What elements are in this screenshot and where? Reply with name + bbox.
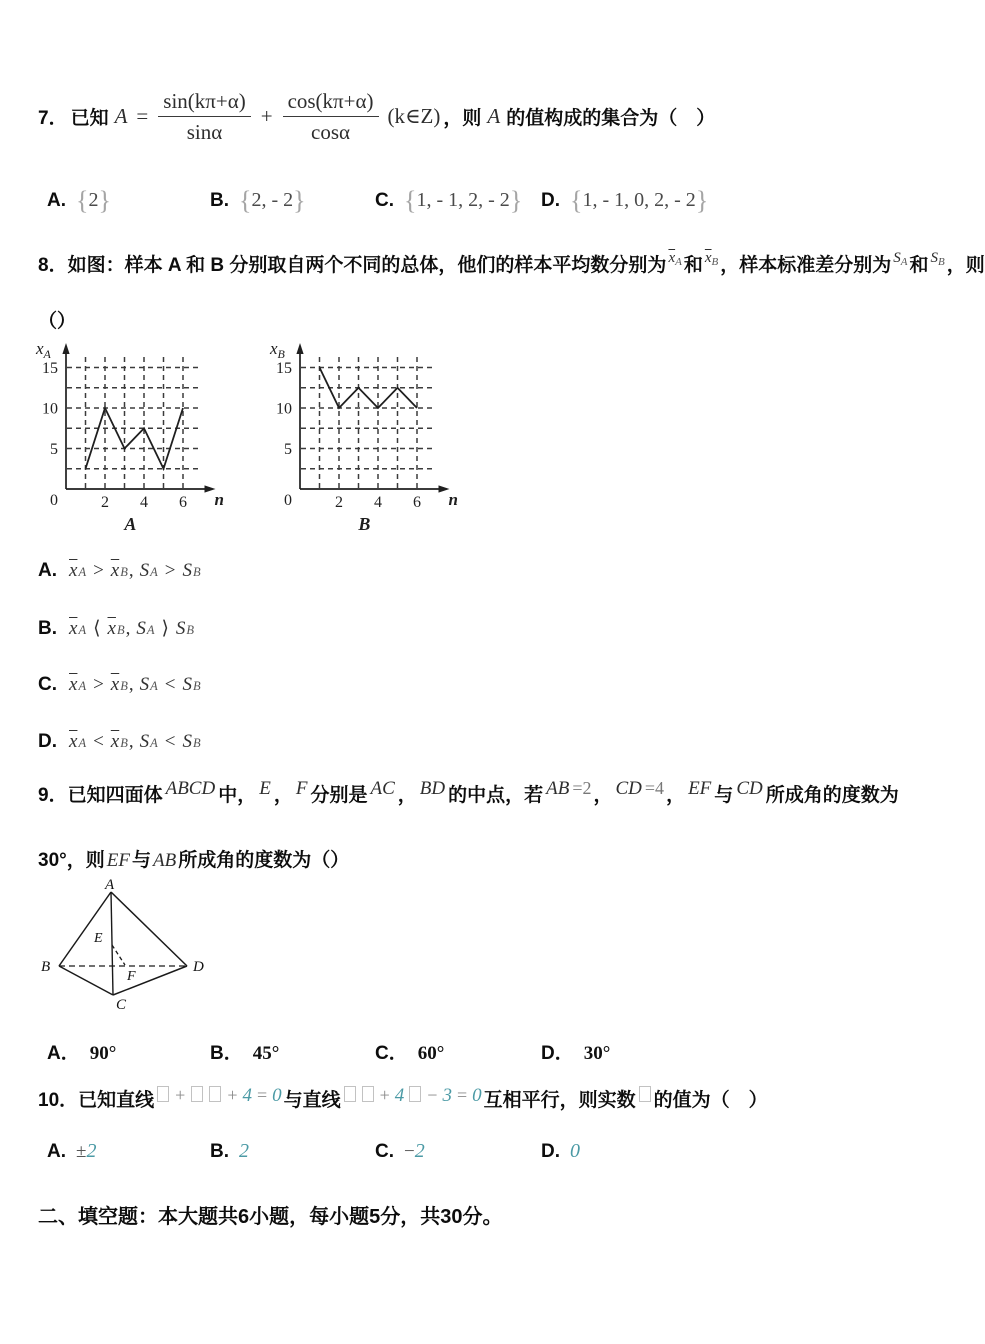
q9-option-c-label: C．	[375, 1043, 408, 1064]
value: 2	[414, 1140, 425, 1162]
q10-equation-1	[154, 1085, 283, 1106]
relation-1: >	[93, 560, 104, 581]
q7-options	[0, 188, 950, 230]
open-brace: {	[404, 186, 417, 215]
tetrahedron-figure	[35, 878, 285, 1023]
y-tick-label: 15	[276, 360, 292, 377]
xbar: $\overline{x}$	[668, 250, 676, 266]
q10-option-a	[47, 1140, 96, 1163]
xbar: $\overline{x}$	[704, 250, 712, 266]
q10-option-d-label: D.	[541, 1141, 560, 1162]
S: S	[182, 674, 192, 695]
chart-title: B	[358, 514, 371, 534]
q9-t1: 已知四面体	[67, 785, 163, 806]
S: S	[139, 674, 150, 695]
subscript-B: B	[120, 736, 128, 750]
relation-1: ⟨	[93, 618, 101, 639]
plus-operator: +	[227, 1085, 238, 1105]
q8-and2: 和	[909, 255, 929, 276]
subscript-A: A	[78, 623, 87, 637]
missing-glyph-box	[344, 1086, 356, 1102]
x-tick-label: 4	[374, 494, 382, 511]
s-B-symbol	[931, 250, 945, 266]
close-brace: }	[695, 186, 709, 215]
q7-option-d	[541, 188, 708, 214]
relation-1: >	[93, 674, 104, 695]
q9-t8: ，	[666, 785, 686, 806]
var-BD: BD	[419, 778, 446, 799]
subscript-A: A	[150, 736, 158, 750]
segment-EF-dashed	[112, 945, 125, 965]
comma: ,	[128, 560, 134, 581]
set-contents: 2	[88, 189, 99, 211]
x-axis-label: n	[448, 490, 458, 509]
q7-after2: 的值构成的集合为（ ）	[506, 108, 716, 130]
q8-number: 8．	[38, 255, 68, 276]
q7-frac1-numerator: sin(kπ+α)	[158, 88, 250, 117]
set-contents: 1, - 1, 2, - 2	[416, 189, 510, 211]
q7-option-b-label: B.	[210, 190, 229, 211]
q8-option-b-label: B.	[38, 618, 57, 639]
y-tick-label: 15	[42, 360, 58, 377]
q8-option-d	[38, 731, 201, 753]
missing-glyph-box	[191, 1086, 203, 1102]
var-AB: AB	[546, 778, 570, 799]
y-axis-label: $x_A$	[36, 339, 51, 361]
S: S	[893, 250, 901, 266]
q9-t7: ，	[593, 785, 613, 806]
y-axis-arrow	[62, 343, 69, 354]
xbar: $\overline{x}$	[107, 618, 116, 639]
open-brace: {	[76, 186, 89, 215]
q9-t9: 与	[714, 785, 734, 806]
S: S	[930, 250, 939, 266]
edge-BC	[59, 966, 113, 995]
q7-option-a	[47, 188, 111, 214]
y-axis-arrow	[296, 343, 303, 354]
missing-glyph-box	[157, 1086, 169, 1102]
value: 2	[239, 1140, 249, 1162]
q10-unknown	[636, 1088, 654, 1105]
var-F: F	[295, 778, 308, 799]
x-axis-label: n	[214, 490, 224, 509]
chart-title: A	[124, 514, 137, 534]
q9-option-c-value: 60°	[417, 1043, 445, 1064]
q8-text3: ，则	[946, 255, 985, 276]
q8-option-b-formula	[69, 617, 194, 640]
q7-formula-lhs: A	[114, 104, 128, 129]
value-AB: =2	[572, 778, 592, 798]
q9-option-b	[210, 1038, 279, 1065]
q7-option-c-label: C.	[375, 190, 394, 211]
q9-t3: ，	[273, 785, 293, 806]
xbar: $\overline{x}$	[69, 560, 78, 581]
open-brace: {	[570, 186, 583, 215]
question-8-line1	[38, 250, 985, 277]
question-7	[38, 88, 715, 146]
relation-2: <	[164, 674, 176, 695]
origin-label: 0	[50, 492, 58, 509]
q9-option-d-label: D．	[541, 1043, 574, 1064]
q7-option-d-label: D.	[541, 190, 560, 211]
xbar: $\overline{x}$	[69, 674, 78, 695]
q9-option-a-label: A．	[47, 1043, 80, 1064]
q10-option-b	[210, 1140, 249, 1163]
q10-option-d	[541, 1140, 580, 1163]
question-8-line2	[38, 306, 76, 333]
q7-frac2-denominator: cosα	[311, 120, 351, 145]
y-tick-label: 5	[50, 441, 58, 458]
vertex-label-C: C	[116, 997, 127, 1013]
number-0: 0	[272, 1085, 282, 1106]
open-brace: {	[239, 186, 252, 215]
q7-after1: ，则	[443, 108, 482, 130]
q7-option-a-label: A.	[47, 190, 66, 211]
var-EF: EF	[688, 778, 712, 799]
q10-option-c	[375, 1140, 425, 1163]
edge-AD	[111, 892, 187, 966]
q8-option-d-label: D.	[38, 731, 57, 752]
close-brace: }	[509, 186, 523, 215]
section-2-heading	[38, 1200, 503, 1229]
subscript-A: A	[78, 565, 87, 579]
edge-CD	[113, 966, 187, 995]
edge-AC	[111, 892, 113, 995]
minus-sign: −	[404, 1141, 415, 1162]
q7-option-b-value	[239, 188, 306, 214]
set-contents: 2, - 2	[251, 189, 294, 211]
edge-AB	[59, 892, 111, 966]
q9-t6: 的中点，若	[448, 785, 544, 806]
vertex-label-B: B	[41, 959, 51, 975]
number-3: 3	[442, 1085, 452, 1106]
vertex-label-A: A	[105, 877, 115, 893]
q9-option-a	[47, 1038, 116, 1065]
data-line	[86, 408, 184, 469]
q7-var-A: A	[487, 104, 501, 129]
relation-2: ⟩	[161, 618, 169, 639]
set-contents: 1, - 1, 0, 2, - 2	[582, 189, 696, 211]
subscript-B: B	[192, 565, 201, 579]
plus-operator: +	[175, 1085, 186, 1105]
y-tick-label: 5	[284, 441, 292, 458]
subscript-B: B	[120, 679, 128, 693]
q9-l2-2: 与	[131, 850, 151, 871]
q8-option-a	[38, 560, 201, 582]
q10-option-c-value	[404, 1140, 425, 1163]
q9-option-c	[375, 1038, 444, 1065]
xbar: $\overline{x}$	[110, 674, 120, 695]
missing-glyph-box	[209, 1086, 221, 1102]
x-tick-label: 6	[413, 494, 421, 511]
q7-option-b	[210, 188, 306, 214]
var-ABCD: ABCD	[165, 778, 216, 799]
subscript-A: A	[900, 256, 908, 268]
origin-label: 0	[284, 492, 292, 509]
value: 2	[86, 1140, 97, 1162]
subscript-B: B	[186, 623, 195, 637]
comma: ,	[128, 674, 134, 695]
equals-operator: =	[456, 1085, 468, 1105]
subscript-A: A	[150, 565, 158, 579]
q9-option-d-value: 30°	[583, 1043, 611, 1064]
xbar: $\overline{x}$	[69, 618, 78, 639]
q9-l2-1: 30°，则	[38, 850, 105, 871]
subscript-B: B	[711, 256, 719, 268]
q9-number: 9．	[38, 785, 68, 806]
x-tick-label: 2	[335, 494, 343, 511]
q8-option-d-formula	[69, 731, 201, 753]
q9-options	[0, 1038, 950, 1080]
S: S	[182, 731, 192, 752]
q10-mid: 与直线	[283, 1090, 341, 1111]
q10-tail1: 互相平行，则实数	[483, 1090, 636, 1111]
q10-equation-2	[341, 1085, 484, 1106]
x-tick-label: 6	[179, 494, 187, 511]
q7-option-a-value	[76, 188, 111, 214]
q9-l2-3: 所成角的度数为（）	[178, 850, 350, 871]
subscript-B: B	[192, 679, 201, 693]
number-0: 0	[472, 1085, 482, 1106]
q9-option-b-value: 45°	[252, 1043, 280, 1064]
q10-option-a-value	[76, 1140, 96, 1163]
q9-t2: 中，	[218, 785, 257, 806]
relation-2: >	[164, 560, 176, 581]
var-EF-2: EF	[106, 850, 130, 871]
close-brace: }	[293, 186, 306, 215]
q10-option-b-value	[239, 1140, 249, 1163]
q10-option-c-label: C.	[375, 1141, 394, 1162]
y-tick-label: 10	[42, 400, 58, 418]
q10-options	[0, 1140, 950, 1182]
var-E: E	[259, 778, 271, 799]
q8-option-c-formula	[69, 674, 201, 696]
S: S	[175, 618, 186, 639]
s-A-symbol	[893, 250, 907, 266]
missing-glyph-box	[409, 1086, 421, 1102]
q8-option-a-label: A.	[38, 560, 57, 581]
q10-lead: 已知直线	[78, 1090, 155, 1111]
sample-chart-A	[30, 336, 250, 534]
question-10	[38, 1085, 768, 1112]
q7-fraction-1	[158, 88, 250, 146]
sample-chart-B	[264, 336, 484, 534]
question-9-line2	[38, 845, 349, 872]
xbar: $\overline{x}$	[110, 731, 120, 752]
relation-1: <	[93, 731, 104, 752]
q9-t10: 所成角的度数为	[765, 785, 899, 806]
q7-frac1-denominator: sinα	[186, 120, 223, 145]
equals-operator: =	[256, 1085, 268, 1105]
plus-operator: +	[379, 1085, 390, 1105]
var-AB-2: AB	[152, 850, 177, 871]
q7-option-c-value	[404, 188, 522, 214]
q9-t4: 分别是	[310, 785, 368, 806]
q8-option-c	[38, 674, 201, 696]
S: S	[136, 618, 146, 639]
q8-text1: 如图：样本 A 和 B 分别取自两个不同的总体，他们的样本平均数分别为	[67, 255, 667, 276]
comma: ,	[125, 618, 131, 639]
subscript-A: A	[78, 679, 87, 693]
minus-operator: −	[427, 1085, 438, 1105]
q10-number: 10．	[38, 1090, 79, 1111]
q10-option-b-label: B.	[210, 1141, 229, 1162]
xbar: $\overline{x}$	[110, 560, 120, 581]
q9-option-a-value: 90°	[89, 1043, 117, 1064]
var-CD: CD	[615, 778, 642, 799]
q9-option-d	[541, 1038, 610, 1065]
tetrahedron-svg	[35, 878, 285, 1018]
y-tick-label: 10	[276, 400, 292, 418]
S: S	[139, 731, 150, 752]
q7-lead: 已知	[70, 108, 109, 130]
q8-text2: ，样本标准差分别为	[720, 255, 892, 276]
vertex-label-D: D	[193, 959, 204, 975]
number-4: 4	[394, 1085, 405, 1106]
q10-tail2: 的值为（ ）	[653, 1090, 768, 1111]
S: S	[182, 560, 192, 581]
x-tick-label: 4	[140, 494, 148, 511]
q9-option-b-label: B．	[210, 1043, 243, 1064]
subscript-B: B	[120, 565, 128, 579]
var-AC: AC	[370, 778, 395, 799]
q7-formula-condition: (k∈Z)	[387, 104, 441, 129]
q7-fraction-2	[283, 88, 379, 146]
q10-option-d-value	[570, 1140, 580, 1163]
relation-2: <	[164, 731, 176, 752]
q7-option-c	[375, 188, 522, 214]
q10-option-a-label: A.	[47, 1141, 66, 1162]
subscript-B: B	[192, 736, 201, 750]
sample-charts	[30, 336, 484, 534]
q8-and1: 和	[683, 255, 703, 276]
subscript-B: B	[938, 256, 945, 268]
S: S	[139, 560, 150, 581]
q7-frac2-numerator: cos(kπ+α)	[283, 88, 379, 117]
missing-glyph-box	[362, 1086, 374, 1102]
q7-formula-equals: =	[136, 104, 149, 129]
q8-option-a-formula	[69, 560, 201, 582]
q7-formula-plus: +	[260, 104, 273, 129]
value: 0	[570, 1140, 580, 1162]
xbar-B-symbol	[705, 250, 718, 266]
plus-minus-sign: ±	[76, 1141, 87, 1162]
y-axis-label: $x_B$	[270, 339, 285, 361]
subscript-A: A	[675, 256, 682, 268]
q8-option-c-label: C.	[38, 674, 57, 695]
q8-option-b	[38, 617, 194, 640]
q7-number: 7．	[38, 108, 68, 130]
section-2-text: 二、填空题：本大题共6小题，每小题5分，共30分。	[38, 1206, 503, 1228]
missing-glyph-box	[639, 1086, 651, 1102]
x-tick-label: 2	[101, 494, 109, 511]
xbar-A-symbol	[668, 250, 681, 266]
subscript-A: A	[150, 679, 158, 693]
q8-paren: （）	[38, 311, 77, 332]
comma: ,	[128, 731, 134, 752]
subscript-B: B	[116, 623, 125, 637]
question-9-line1	[38, 778, 899, 807]
var-CD2: CD	[736, 778, 763, 799]
close-brace: }	[98, 186, 111, 215]
subscript-A: A	[146, 623, 155, 637]
q7-option-d-value	[570, 188, 708, 214]
value-CD: =4	[644, 778, 665, 798]
vertex-label-E: E	[94, 931, 103, 946]
number-4: 4	[242, 1085, 252, 1106]
vertex-label-F: F	[127, 969, 136, 984]
q9-t5: ，	[397, 785, 417, 806]
xbar: $\overline{x}$	[69, 731, 78, 752]
subscript-A: A	[78, 736, 87, 750]
